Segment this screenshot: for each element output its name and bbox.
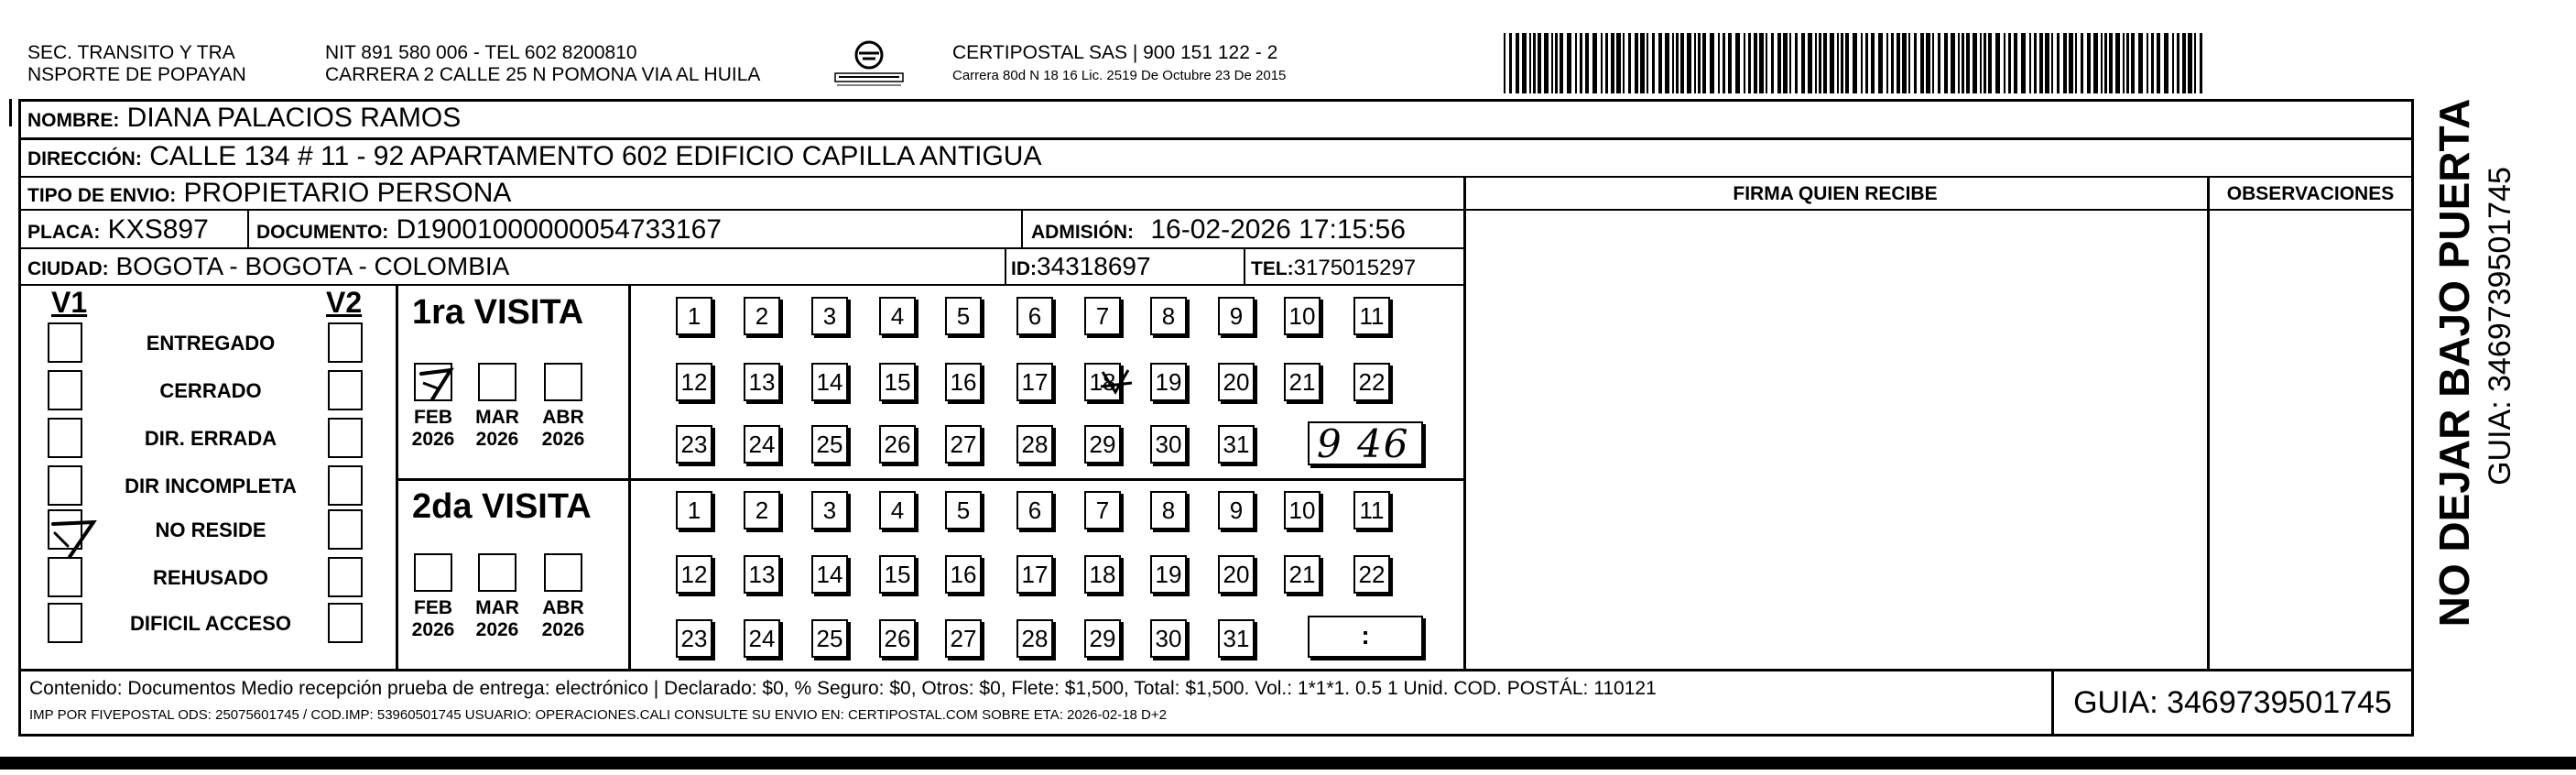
barcode-bar (1995, 33, 2000, 93)
first-visit-day-box[interactable]: 9 (1218, 297, 1255, 335)
doc-adm-sep (1021, 209, 1023, 247)
barcode-bar (1988, 33, 1992, 93)
footer-guia: GUIA: 3469739501745 (2073, 685, 2392, 720)
barcode-bar (1601, 33, 1603, 93)
sender-line-2: NSPORTE DE POPAYAN (27, 64, 246, 85)
tel-label: TEL: (1251, 258, 1294, 279)
barcode-bar (1759, 33, 1764, 93)
first-visit-day-box[interactable]: 5 (945, 297, 982, 335)
firma-header: FIRMA QUIEN RECIBE (1733, 183, 1938, 204)
first-visit-day-box[interactable]: 6 (1016, 297, 1053, 335)
barcode-bar (1698, 33, 1701, 93)
status-label: DIR. ERRADA (144, 427, 277, 450)
barcode-bar (1628, 33, 1631, 93)
barcode-bar (1841, 33, 1843, 93)
second-visit-day-box[interactable]: 31 (1218, 619, 1255, 658)
first-visit-day-box[interactable]: 7 (1084, 297, 1121, 335)
placa-doc-sep (247, 209, 249, 247)
first-visit-day-box[interactable]: 29 (1084, 425, 1121, 464)
first-visit-day-box[interactable]: 13 (744, 363, 780, 401)
first-visit-day-box[interactable]: 16 (945, 363, 982, 401)
barcode-bar (1795, 33, 1798, 93)
nombre-row (27, 103, 461, 136)
month-label (465, 597, 529, 641)
barcode-bar (2101, 33, 2103, 93)
barcode-bar (2104, 33, 2107, 93)
side-guia-text: GUIA: 3469739501745 (2483, 167, 2517, 486)
direccion-label: DIRECCIÓN: (27, 148, 142, 169)
v1-checkbox[interactable] (48, 603, 82, 643)
admision-cell (1031, 214, 1406, 248)
barcode-bar (1728, 33, 1732, 93)
month-name: FEB (414, 597, 452, 618)
tipo-row (27, 178, 511, 212)
barcode-bar (1801, 33, 1805, 93)
month-name: FEB (414, 407, 452, 428)
barcode-bar (1744, 33, 1745, 93)
barcode-bar (1516, 33, 1519, 93)
second-visit-day-box[interactable]: 29 (1084, 619, 1121, 658)
documento-label: DOCUMENTO: (256, 222, 389, 243)
documento-cell (256, 214, 722, 248)
barcode-bar (1944, 33, 1948, 93)
barcode-bar (1845, 33, 1849, 93)
barcode-bar (2109, 33, 2113, 93)
ciudad-id-sep (1005, 247, 1006, 284)
barcode-bar (2157, 33, 2160, 93)
month-label (401, 597, 465, 641)
barcode-bar (1551, 33, 1553, 93)
status-label: ENTREGADO (146, 332, 276, 355)
barcode-bar (1635, 33, 1638, 93)
barcode-bar (1984, 33, 1986, 93)
second-visit-day-box[interactable]: 7 (1084, 491, 1121, 529)
month-year: 2026 (475, 429, 519, 450)
barcode-bar (1914, 33, 1917, 93)
barcode-bar (1575, 33, 1577, 93)
barcode-bar (1754, 33, 1757, 93)
status-right-edge (396, 284, 398, 669)
obs-left-edge (2207, 176, 2210, 669)
first-visit-title: 1ra VISITA (412, 293, 584, 332)
barcode-bar (1815, 33, 1817, 93)
month-name: ABR (542, 597, 584, 618)
barcode-bar (1926, 33, 1930, 93)
footer-print-line: IMP POR FIVEPOSTAL ODS: 25075601745 / COD.IMP: 53960501745 USUARIO: OPERACIONES.CALI CONSULTE SU ENVIO EN: CERTIPOSTAL.COM SOBRE ETA: 2026-02-18 D+2 (29, 707, 1167, 723)
month-checkbox[interactable] (544, 363, 582, 401)
barcode-bar (1616, 33, 1621, 93)
address-line: CARRERA 2 CALLE 25 N POMONA VIA AL HUILA (325, 64, 761, 85)
ciudad-label: CIUDAD: (27, 258, 109, 279)
placa-label: PLACA: (27, 222, 101, 243)
barcode-bar (2147, 33, 2148, 93)
v2-checkbox[interactable] (328, 465, 363, 506)
barcode-bar (2034, 33, 2037, 93)
barcode-bar (1871, 33, 1875, 93)
first-visit-day-box[interactable]: 12 (676, 363, 712, 401)
barcode-bar (1932, 33, 1934, 93)
firma-header-line (1463, 209, 2414, 211)
first-visit-day-box[interactable]: 18 (1084, 363, 1121, 401)
barcode-bar (1605, 33, 1608, 93)
barcode-bar (1902, 33, 1907, 93)
firma-left-edge (1463, 176, 1466, 669)
tel-cell (1251, 253, 1416, 285)
barcode-bar (1702, 33, 1706, 93)
barcode-bar (1853, 33, 1857, 93)
first-visit-day-box[interactable]: 4 (879, 297, 916, 335)
barcode-bar (1647, 33, 1648, 93)
barcode-bar (1819, 33, 1821, 93)
barcode-bar (1538, 33, 1541, 93)
second-visit-day-box[interactable]: 11 (1353, 491, 1390, 529)
barcode-bar (2200, 33, 2202, 93)
barcode-bar (1973, 33, 1977, 93)
month-label (465, 407, 529, 451)
barcode-bar (2081, 33, 2083, 93)
second-visit-day-box[interactable]: 5 (945, 491, 982, 529)
barcode-bar (1908, 33, 1910, 93)
row-line-1 (18, 137, 2414, 140)
first-visit-day-box[interactable]: 31 (1218, 425, 1255, 464)
second-visit-day-box[interactable]: 22 (1353, 555, 1390, 594)
id-value: 34318697 (1037, 252, 1151, 280)
bottom-cut-line (0, 757, 2576, 770)
barcode-bar (1585, 33, 1589, 93)
month-year: 2026 (411, 429, 455, 450)
barcode-bar (2126, 33, 2129, 93)
nombre-value: DIANA PALACIOS RAMOS (126, 103, 462, 133)
v1-label: V1 (51, 286, 88, 319)
status-label: DIFICIL ACCESO (129, 612, 291, 635)
barcode-bar (1723, 33, 1725, 93)
barcode-bar (1592, 33, 1597, 93)
first-visit-day-box[interactable]: 20 (1218, 363, 1255, 401)
month-label (401, 407, 465, 451)
barcode-bar (2123, 33, 2125, 93)
barcode-bar (2014, 33, 2017, 93)
barcode-bar (1958, 33, 1960, 93)
visit-divider (396, 478, 1463, 481)
barcode-bar (1980, 33, 1982, 93)
barcode-bar (2057, 33, 2060, 93)
no-reside-check-mark (48, 515, 103, 561)
barcode-bar (1509, 33, 1512, 93)
barcode-bar (1611, 33, 1614, 93)
month-checkbox[interactable] (544, 553, 582, 592)
first-visit-day-box[interactable]: 17 (1016, 363, 1053, 401)
month-name: MAR (475, 407, 519, 428)
barcode-bar (1808, 33, 1812, 93)
first-visit-day-box[interactable]: 30 (1150, 425, 1187, 464)
barcode-bar (1830, 33, 1834, 93)
placa-cell (27, 214, 209, 248)
barcode-bar (1837, 33, 1839, 93)
first-visit-day-box[interactable]: 14 (811, 363, 848, 401)
month-label (531, 407, 595, 451)
first-visit-day-box[interactable]: 2 (744, 297, 780, 335)
nit-line: NIT 891 580 006 - TEL 602 8200810 (325, 42, 637, 63)
feb-month-mark (414, 363, 460, 403)
v2-label: V2 (326, 286, 363, 319)
v1-checkbox[interactable] (48, 322, 82, 363)
barcode-bar (1886, 33, 1888, 93)
id-label: ID: (1011, 258, 1037, 279)
barcode-bar (2045, 33, 2049, 93)
barcode-bar (1823, 33, 1827, 93)
barcode-bar (1567, 33, 1571, 93)
status-label: REHUSADO (153, 566, 268, 589)
v1-checkbox[interactable] (48, 370, 82, 410)
barcode-bar (2039, 33, 2043, 93)
direccion-row (27, 141, 1041, 175)
tel-value: 3175015297 (1293, 256, 1417, 280)
month-checkbox[interactable] (414, 553, 452, 592)
barcode-bar (2172, 33, 2174, 93)
second-visit-day-box[interactable]: 20 (1218, 555, 1255, 594)
barcode-bar (2004, 33, 2005, 93)
v2-checkbox[interactable] (328, 509, 363, 550)
first-visit-day-box[interactable]: 11 (1353, 297, 1390, 335)
barcode-bar (1771, 33, 1774, 93)
barcode-bar (2115, 33, 2120, 93)
v1-checkbox[interactable] (48, 418, 82, 458)
first-visit-day-box[interactable]: 19 (1150, 363, 1187, 401)
barcode-bar (1694, 33, 1696, 93)
barcode-bar (2087, 33, 2091, 93)
months-right-edge (628, 284, 631, 669)
barcode-bar (2069, 33, 2073, 93)
status-label: CERRADO (159, 379, 262, 402)
month-year: 2026 (475, 619, 519, 640)
first-visit-day-box[interactable]: 15 (879, 363, 916, 401)
first-visit-day-box[interactable]: 3 (811, 297, 848, 335)
barcode-bar (1665, 33, 1669, 93)
no-dejar-text: NO DEJAR BAJO PUERTA (2430, 98, 2478, 628)
footer-content-line: Contenido: Documentos Medio recepción prueba de entrega: electrónico | Declarado: $0, % Seguro: $0, Otros: $0, Flete: $1,500, Total: $1,500. Vol.: 1*1*1. 0.5 1 Unid. COD. POSTÁL: 110121 (29, 678, 1657, 699)
barcode-bar (1783, 33, 1788, 93)
second-time-placeholder: : (1361, 621, 1370, 649)
status-label: NO RESIDE (155, 518, 266, 541)
barcode-bar (1766, 33, 1767, 93)
v1-checkbox[interactable] (48, 465, 82, 506)
first-visit-day-box[interactable]: 21 (1284, 363, 1321, 401)
barcode-bar (2164, 33, 2168, 93)
barcode-bar (2075, 33, 2077, 93)
first-visit-day-box[interactable]: 23 (676, 425, 712, 464)
second-visit-day-box[interactable]: 15 (879, 555, 916, 594)
barcode-bar (2063, 33, 2067, 93)
second-visit-day-box[interactable]: 8 (1150, 491, 1187, 529)
second-visit-day-box[interactable]: 26 (879, 619, 916, 658)
barcode-bar (1652, 33, 1655, 93)
side-guia (2480, 88, 2526, 601)
barcode-bar (2029, 33, 2031, 93)
second-visit-day-box[interactable]: 16 (945, 555, 982, 594)
status-label: DIR INCOMPLETA (125, 475, 297, 497)
first-visit-day-box[interactable]: 8 (1150, 297, 1187, 335)
admision-value: 16-02-2026 17:15:56 (1150, 214, 1406, 245)
barcode-bar (1555, 33, 1558, 93)
second-visit-day-box[interactable]: 24 (744, 619, 780, 658)
barcode-bar (1522, 33, 1527, 93)
tipo-label: TIPO DE ENVIO: (27, 185, 177, 206)
barcode-bar (1735, 33, 1740, 93)
barcode-bar (2177, 33, 2179, 93)
barcode-bar (1891, 33, 1894, 93)
month-checkbox[interactable] (478, 363, 516, 401)
sender-name (27, 42, 246, 86)
barcode-bar (1529, 33, 1531, 93)
barcode-bar (1640, 33, 1645, 93)
barcode-bar (1580, 33, 1582, 93)
sender-line-1: SEC. TRANSITO Y TRA (27, 42, 235, 63)
ciudad-cell (27, 251, 509, 285)
second-visit-day-box[interactable]: 27 (945, 619, 982, 658)
barcode-bar (2093, 33, 2098, 93)
second-visit-day-box[interactable]: 13 (744, 555, 780, 594)
v2-checkbox[interactable] (328, 557, 363, 597)
company-line-2: Carrera 80d N 18 16 Lic. 2519 De Octubre 23 De 2015 (952, 68, 1287, 83)
barcode-bar (2182, 33, 2186, 93)
barcode-bar (1710, 33, 1714, 93)
barcode-bar (2008, 33, 2011, 93)
barcode-bar (1865, 33, 1868, 93)
barcode-bar (1966, 33, 1970, 93)
second-visit-day-box[interactable]: 10 (1284, 491, 1321, 529)
barcode-bar (1676, 33, 1679, 93)
barcode-bar (1672, 33, 1674, 93)
handwritten-time (1308, 421, 1423, 465)
v2-checkbox[interactable] (328, 603, 363, 643)
company-line-1: CERTIPOSTAL SAS | 900 151 122 - 2 (952, 42, 1278, 63)
id-tel-sep (1244, 247, 1245, 284)
id-cell (1011, 251, 1151, 285)
first-visit-day-box[interactable]: 1 (676, 297, 712, 335)
barcode-bar (1861, 33, 1863, 93)
barcode-bar (2188, 33, 2192, 93)
second-time-box (1308, 616, 1423, 658)
barcode-bar (2051, 33, 2053, 93)
first-visit-day-box[interactable]: 27 (945, 425, 982, 464)
second-visit-day-box[interactable]: 2 (744, 491, 780, 529)
month-year: 2026 (411, 619, 455, 640)
observaciones-header: OBSERVACIONES (2226, 183, 2395, 204)
second-visit-day-box[interactable]: 19 (1150, 555, 1187, 594)
second-visit-day-box[interactable]: 14 (811, 555, 848, 594)
barcode-bar (2194, 33, 2196, 93)
nombre-label: NOMBRE: (27, 110, 120, 131)
barcode-bar (1748, 33, 1751, 93)
month-name: ABR (542, 407, 584, 428)
direccion-value: CALLE 134 # 11 - 92 APARTAMENTO 602 EDIFICIO CAPILLA ANTIGUA (149, 141, 1042, 171)
month-name: MAR (475, 597, 519, 618)
barcode-bar (1533, 33, 1536, 93)
barcode-bar (1962, 33, 1964, 93)
barcode-bar (1897, 33, 1900, 93)
second-visit-day-box[interactable]: 18 (1084, 555, 1121, 594)
company-info (952, 42, 1286, 84)
barcode-bar (1718, 33, 1720, 93)
row-line-footer (18, 669, 2414, 671)
barcode-bar (1560, 33, 1563, 93)
month-checkbox[interactable] (478, 553, 516, 592)
barcode-bar (2021, 33, 2026, 93)
first-visit-day-box[interactable]: 22 (1353, 363, 1390, 401)
v2-checkbox[interactable] (328, 370, 363, 410)
second-visit-day-box[interactable]: 28 (1016, 619, 1053, 658)
first-visit-day-box[interactable]: 28 (1016, 425, 1053, 464)
month-year: 2026 (541, 429, 585, 450)
second-visit-title: 2da VISITA (412, 487, 592, 526)
second-visit-day-box[interactable]: 30 (1150, 619, 1187, 658)
sender-contact (325, 42, 760, 86)
no-dejar-bajo-puerta (2429, 88, 2484, 638)
second-visit-day-box[interactable]: 6 (1016, 491, 1053, 529)
placa-value: KXS897 (107, 214, 209, 245)
day-18-mark (1097, 365, 1137, 401)
documento-value: D19001000000054733167 (396, 214, 722, 245)
v1-checkbox[interactable] (48, 557, 82, 597)
barcode-bar (1920, 33, 1924, 93)
month-year: 2026 (541, 619, 585, 640)
month-label (531, 597, 595, 641)
barcode-bar (1789, 33, 1791, 93)
second-visit-day-box[interactable]: 12 (676, 555, 712, 594)
second-visit-day-box[interactable]: 23 (676, 619, 712, 658)
barcode-bar (1623, 33, 1625, 93)
admision-label: ADMISIÓN: (1031, 222, 1134, 243)
second-visit-day-box[interactable]: 1 (676, 491, 712, 529)
barcode-bar (2131, 33, 2135, 93)
first-visit-day-box[interactable]: 10 (1284, 297, 1321, 335)
barcode-bar (1680, 33, 1684, 93)
certipostal-logo (831, 38, 907, 90)
barcode-bar (2151, 33, 2154, 93)
tipo-value: PROPIETARIO PERSONA (183, 178, 512, 208)
barcode-bar (1687, 33, 1691, 93)
second-visit-day-box[interactable]: 17 (1016, 555, 1053, 594)
barcode-bar (1504, 33, 1505, 93)
barcode-bar (1544, 33, 1549, 93)
ciudad-value: BOGOTA - BOGOTA - COLOMBIA (115, 252, 510, 280)
second-visit-day-box[interactable]: 4 (879, 491, 916, 529)
first-visit-day-box[interactable]: 25 (811, 425, 848, 464)
barcode-bar (2138, 33, 2143, 93)
frame-left-tick (9, 99, 12, 126)
first-visit-day-box[interactable]: 24 (744, 425, 780, 464)
barcode-bar (1951, 33, 1955, 93)
barcode-bar (1658, 33, 1662, 93)
second-visit-day-box[interactable]: 21 (1284, 555, 1321, 594)
handwritten-time-text: 9 46 (1317, 421, 1410, 466)
first-visit-day-box[interactable]: 26 (879, 425, 916, 464)
barcode-bar (1777, 33, 1781, 93)
barcode-bar (1878, 33, 1883, 93)
barcode (1502, 33, 2207, 93)
v2-checkbox[interactable] (328, 418, 363, 458)
second-visit-day-box[interactable]: 3 (811, 491, 848, 529)
second-visit-day-box[interactable]: 9 (1218, 491, 1255, 529)
barcode-bar (1938, 33, 1940, 93)
v2-checkbox[interactable] (328, 322, 363, 363)
second-visit-day-box[interactable]: 25 (811, 619, 848, 658)
